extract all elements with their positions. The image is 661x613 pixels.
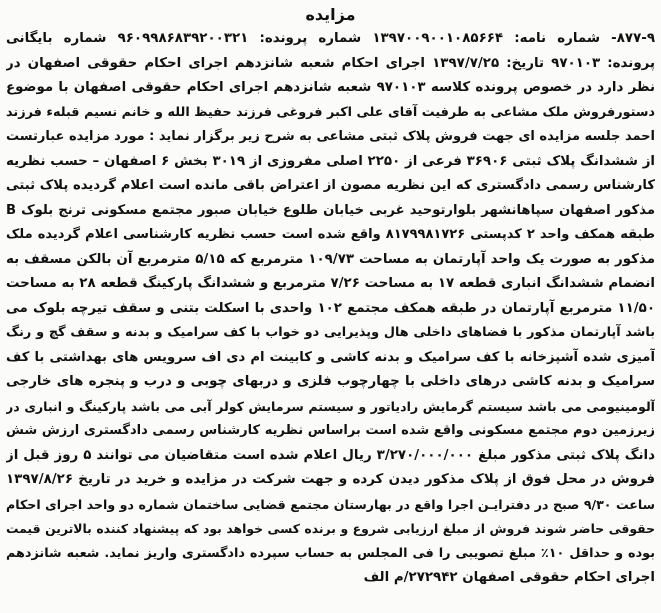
notice-line: پرونده: ۹۷۰۱۰۳ تاریخ: ۱۳۹۷/۷/۲۵ اجرای احکام شعبه شانزدهم اجرای احکام حقوقی اصفهان در (6, 55, 655, 71)
notice-line: انضمام ششدانگ انباری قطعه ۱۷ به مساحت ۷/۲۶ مترمربع و ششدانگ پارکینگ قطعه ۲۸ به مساحت (6, 276, 655, 291)
notice-line: مذکور به صورت یک واحد آپارتمان به مساحت ۱۰۹/۷۳ مترمربع که ۵/۱۵ مترمربع آن بالکن مسقف به (6, 251, 655, 267)
notice-line: احمد جلسه مزایده ای جهت فروش پلاک ثبتی مشاعی به شرح زیر برگزار نماید : مورد مزایده عبارتست (6, 129, 655, 144)
notice-title: مزایده (305, 5, 356, 24)
notice-line: باشد آپارتمان مذکور با فضاهای داخلی هال وپذیرایی دو خواب با کف سرامیک و بدنه و سقف گچ و رنگ (6, 325, 655, 340)
notice-line: حقوقی حاضر شوند فروش از مبلغ ارزیابی شروع و برنده کسی خواهد بود که پیشنهاد کننده بالاترین قیمت (6, 521, 655, 536)
notice-line: سرامیک و بدنه کاشی درهای داخلی با چهارچوب فلزی و دربهای چوبی و درب و پنجره های خارجی (6, 374, 655, 389)
notice-line: اجرای احکام حقوقی اصفهان ۲۷۲۹۴۲/م الف (363, 570, 655, 585)
notice-line: بوده و حداقل ۱۰٪ مبلغ تصویبی را فی المجلس به حساب سپرده دادگستری واریز نماید. شعبه شانزدهم (6, 545, 655, 561)
notice-line: دانگ پلاک ثبتی مذکور مبلغ ۳/۲۷۰/۰۰۰/۰۰۰ ریال اعلام شده است متقاضیان می توانند ۵ روز قبل از (6, 447, 655, 463)
notice-line: ۱۱/۵۰ مترمربع آپارتمان در طبقه همکف مجتمع ۱۰۲ واحدی با اسکلت بتنی و سقف تیرچه بلوک می (6, 300, 655, 316)
notice-line: از ششدانگ پلاک ثبتی ۳۶۹۰۶ فرعی از ۲۲۵۰ اصلی مفروزی از ۳۰۱۹ بخش ۶ اصفهان – حسب نظریه (6, 153, 655, 169)
notice-line: ساعت ۹/۳۰ صبح در دفترایـن اجرا واقع در بهارستان مجتمع قضایی ساختمان شماره دو واحد اجرای احکام (6, 496, 655, 512)
notice-line: نظر دارد در خصوص پرونده کلاسه ۹۷۰۱۰۳ شعبه شانزدهم اجرای احکام حقوقی اصفهان با موضوع (6, 80, 655, 95)
notice-body (6, 27, 655, 591)
notice-line: فروش در محل فوق از پلاک مذکور دیدن کرده و جهت شرکت در مزایده و خرید در تاریخ ۱۳۹۷/۸/۲۶ (6, 472, 655, 487)
notice-line: آلومینیومی می باشد سیستم گرمایش رادیاتور و سیستم سرمایش کولر آبی می باشد پارکینگ و انباری در (6, 398, 655, 414)
notice-line: زیرزمین دوم مجتمع مسکونی واقع شده است براساس نظریه کارشناس رسمی دادگستری ارزش شش (6, 423, 655, 438)
notice-line: کارشناس رسمی دادگستری که این نظریه مصون از اعتراض باقی مانده است اعلام گردیده پلاک ثبتی (6, 178, 655, 193)
notice-line: دستورفروش ملک مشاعی به طرفیت آقای علی اکبر فروغی فرزند حفیظ الله و خانم نسیم قبلهء فرزند (6, 104, 655, 120)
notice-line: مذکور اصفهان سپاهانشهر بلوارتوحید غربی خیابان طلوع خیابان صبور مجتمع مسکونی ترنج بلوک B (6, 202, 655, 218)
notice-line: ۸۷۷-۹- شماره نامه: ۱۳۹۷۰۰۹۰۰۱۰۸۵۶۶۴ شماره پرونده: ۹۶۰۹۹۸۶۸۳۹۲۰۰۳۲۱ شماره بایگانی (6, 31, 655, 46)
notice-line: طبقه همکف واحد ۲ کدپستی ۸۱۷۹۹۸۱۷۲۶ واقع شده است حسب نظریه کارشناسی اعلام گردیده ملک (6, 227, 655, 242)
notice-line: آمیزی شده آشپزخانه با کف سرامیک و بدنه کاشی و کابینت ام دی اف سرویس های بهداشتی با کف (6, 349, 655, 365)
